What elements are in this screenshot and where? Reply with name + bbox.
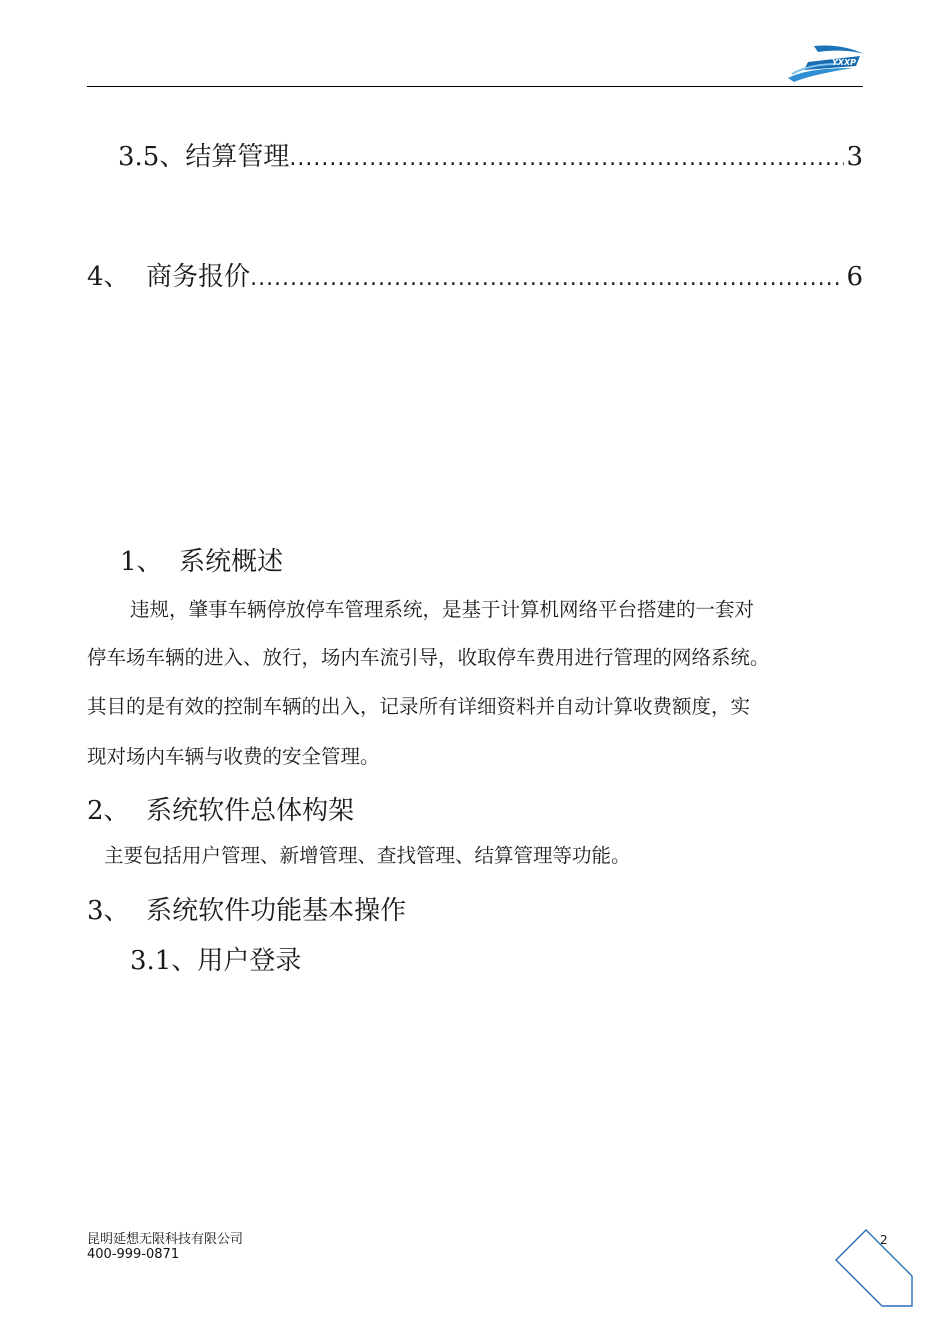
section-3-1-heading: 3.1、用户登录 (130, 946, 302, 976)
toc-page-number: 6 (846, 262, 863, 292)
section-1-line: 停车场车辆的进入、放行，场内车流引导，收取停车费用进行管理的网络系统。 (87, 646, 770, 669)
company-logo (786, 40, 866, 84)
section-1-line: 违规，肇事车辆停放停车管理系统，是基于计算机网络平台搭建的一套对 (130, 598, 755, 621)
section-3-heading: 3、 系统软件功能基本操作 (87, 896, 407, 926)
footer-phone: 400-999-0871 (87, 1247, 180, 1262)
toc-label: 4、 商务报价 (87, 262, 251, 292)
page-number: 2 (880, 1233, 888, 1247)
page-number-diamond (832, 1228, 916, 1312)
section-1-line: 现对场内车辆与收费的安全管理。 (87, 745, 380, 768)
section-2-heading: 2、 系统软件总体构架 (87, 796, 355, 826)
toc-row[interactable] (87, 256, 863, 293)
header-rule (87, 86, 863, 87)
logo-text: YXXP (832, 58, 856, 67)
toc-leader-dots (289, 146, 844, 171)
toc-leader-dots (250, 266, 844, 291)
footer-company: 昆明延想无限科技有限公司 (87, 1232, 244, 1247)
toc-row[interactable] (118, 136, 863, 173)
section-2-text: 主要包括用户管理、新增管理、查找管理、结算管理等功能。 (104, 844, 631, 867)
toc-page-number: 3 (846, 142, 863, 172)
section-1-line: 其目的是有效的控制车辆的出入，记录所有详细资料并自动计算收费额度，实 (87, 695, 751, 718)
toc-label: 3.5、结算管理 (118, 142, 290, 172)
section-1-heading: 1、 系统概述 (120, 547, 284, 577)
